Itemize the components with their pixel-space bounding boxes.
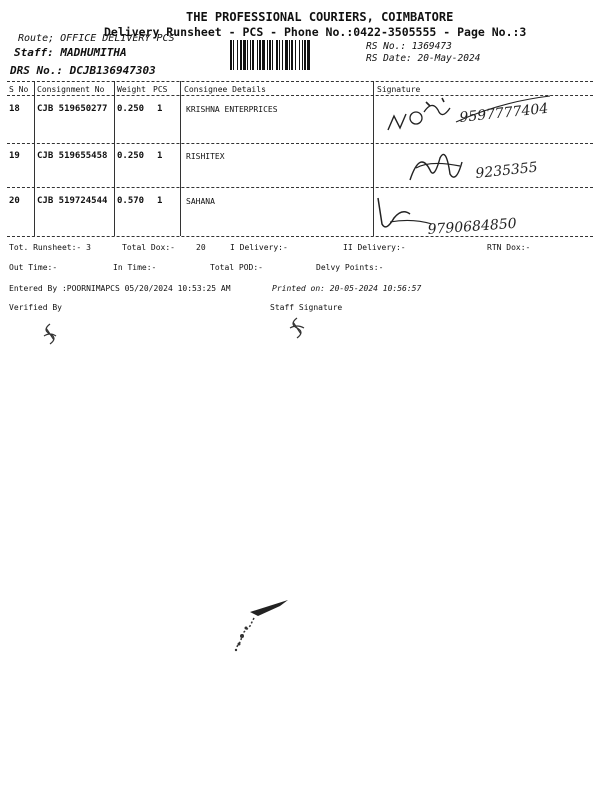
column-divider — [34, 81, 35, 236]
col-header-consignment: Consignment No — [37, 85, 105, 94]
row-weight: 0.250 — [117, 151, 145, 161]
ink-smudge — [230, 592, 300, 657]
row-consignment: CJB 519650277 — [37, 104, 108, 114]
col-header-sno: S No — [9, 85, 29, 94]
barcode — [230, 40, 358, 70]
total-dox-label: Total Dox:- — [122, 243, 175, 252]
handwritten-signature-row-19 — [400, 140, 580, 190]
row-consignee: RISHITEX — [186, 152, 225, 161]
svg-text:9790684850: 9790684850 — [427, 215, 518, 238]
col-header-consignee: Consignee Details — [184, 85, 266, 94]
row-weight: 0.250 — [117, 104, 145, 114]
total-pod: Total POD:- — [210, 263, 263, 272]
staff-signature-mark — [285, 316, 309, 340]
column-divider — [114, 81, 115, 236]
table-top-rule — [7, 81, 593, 82]
col-header-weight: Weight — [117, 85, 146, 94]
rs-number: RS No.: 1369473 — [366, 41, 452, 52]
row-consignee: KRISHNA ENTERPRICES — [186, 105, 278, 114]
row-sno: 20 — [9, 196, 20, 206]
verified-by-signature — [38, 322, 62, 346]
staff-signature-label: Staff Signature — [270, 303, 343, 312]
company-name: THE PROFESSIONAL COURIERS, COIMBATORE — [186, 10, 454, 24]
col-header-signature: Signature — [377, 85, 421, 94]
col-header-pcs: PCS — [153, 85, 168, 94]
staff-label: Staff: MADHUMITHA — [14, 46, 127, 59]
row-consignee: SAHANA — [186, 197, 215, 206]
printed-on: Printed on: 20-05-2024 10:56:57 — [272, 284, 422, 293]
out-time: Out Time:- — [9, 263, 58, 272]
row-pcs: 1 — [157, 151, 163, 161]
row-pcs: 1 — [157, 104, 163, 114]
row-consignment: CJB 519724544 — [37, 196, 108, 206]
verified-by-label: Verified By — [9, 303, 62, 312]
row-sno: 19 — [9, 151, 20, 161]
in-time: In Time:- — [113, 263, 157, 272]
rs-date: RS Date: 20-May-2024 — [366, 53, 481, 64]
i-delivery: I Delivery:- — [230, 243, 288, 252]
drs-number: DRS No.: DCJB136947303 — [10, 64, 156, 77]
row-consignment: CJB 519655458 — [37, 151, 108, 161]
row-weight: 0.570 — [117, 196, 145, 206]
column-divider — [180, 81, 181, 236]
entered-by: Entered By :POORNIMAPCS 05/20/2024 10:53:25 AM — [9, 284, 231, 293]
rtn-dox: RTN Dox:- — [487, 243, 531, 252]
svg-text:9235355: 9235355 — [474, 159, 539, 182]
total-dox-value: 20 — [196, 243, 206, 252]
ii-delivery: II Delivery:- — [343, 243, 406, 252]
delvy-points: Delvy Points:- — [316, 263, 384, 272]
tot-runsheet: Tot. Runsheet:- 3 — [9, 243, 91, 252]
handwritten-signature-row-20 — [372, 188, 572, 238]
row-pcs: 1 — [157, 196, 163, 206]
svg-text:9597777404: 9597777404 — [458, 100, 550, 126]
route-label: Route; OFFICE DELIVERY PCS — [18, 33, 175, 44]
handwritten-signature-row-18 — [380, 92, 590, 142]
row-sno: 18 — [9, 104, 20, 114]
runsheet-title: Delivery Runsheet - PCS - Phone No.:0422-3505555 - Page No.:3 — [104, 25, 527, 39]
